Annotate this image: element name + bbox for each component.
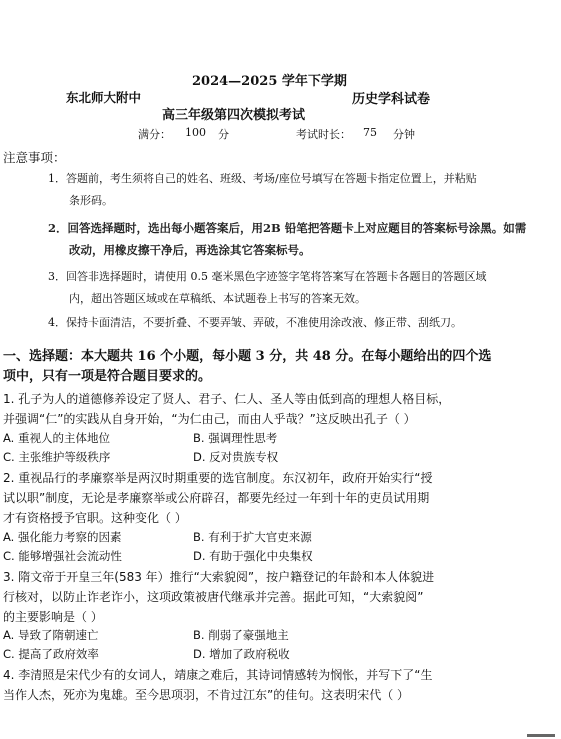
question-2: [3, 468, 432, 528]
school-name: 东北师大附中: [66, 90, 142, 105]
question-2-line-1: 2. 重视品行的孝廉察举是两汉时期重要的选官制度。东汉初年，政府开始实行“授: [3, 471, 433, 485]
note-4-line-1: 4．保持卡面清洁，不要折叠、不要弄皱、弄破，不准使用涂改液、修正带、刮纸刀。: [48, 316, 462, 329]
exam-title: 高三年级第四次模拟考试: [162, 108, 306, 123]
notes-title: 注意事项：: [3, 150, 66, 165]
score-label: 满分：: [138, 128, 171, 141]
question-2-line-2: 试以职”制度，无论是孝廉察举或公府辟召，都要先经过一年到十年的吏员试用期: [3, 491, 430, 505]
subject-title: 历史学科试卷: [352, 92, 431, 107]
section-heading-line-1: 一、选择题：本大题共 16 个小题，每小题 3 分，共 48 分。在每小题给出的四个选: [3, 349, 492, 364]
question-3: [3, 567, 434, 627]
section-heading-line-2: 项中，只有一项是符合题目要求的。: [3, 369, 212, 384]
page-corner-mark: [527, 734, 555, 737]
note-3-line-1: 3．回答非选择题时，请使用 0.5 毫米黑色字迹签字笔将答案写在答题卡各题目的答题区域: [48, 270, 487, 283]
score-unit: 分: [218, 128, 229, 141]
q2-option-c: C. 能够增强社会流动性: [3, 549, 122, 563]
q1-option-c: C. 主张维护等级秩序: [3, 450, 111, 464]
question-4: [3, 665, 432, 705]
question-2-line-3: 才有资格授予官职。这种变化（ ）: [3, 511, 187, 525]
q1-option-a: A. 重视人的主体地位: [3, 431, 110, 445]
q3-option-c: C. 提高了政府效率: [3, 647, 99, 661]
question-4-line-1: 4. 李清照是宋代少有的女词人，靖康之难后，其诗词情感转为悯怅，并写下了“生: [3, 668, 433, 682]
note-2-line-2: 改动，用橡皮擦干净后，再选涂其它答案标号。: [69, 243, 311, 257]
note-3-line-2: 内，超出答题区域或在草稿纸、本试题卷上书写的答案无效。: [69, 292, 366, 305]
q3-option-a: A. 导致了隋朝速亡: [3, 628, 99, 642]
question-3-line-2: 行核对，以防止诈老诈小，这项政策被唐代继承并完善。据此可知，“大索貌阅”: [3, 590, 424, 604]
note-1-line-2: 条形码。: [69, 194, 113, 207]
time-value: 75: [363, 126, 377, 139]
time-unit: 分钟: [393, 128, 415, 141]
note-2-line-1: 2．回答选择题时，选出每小题答案后，用2B 铅笔把答题卡上对应题目的答案标号涂黑。如需: [48, 221, 527, 235]
q3-option-d: D. 增加了政府税收: [193, 647, 290, 661]
question-3-line-1: 3. 隋文帝于开皇三年(583 年）推行“大索貌阅”，按户籍登记的年龄和本人体貌进: [3, 570, 435, 584]
question-4-line-2: 当作人杰，死亦为鬼雄。至今思项羽，不肯过江东”的佳句。这表明宋代（ ）: [3, 688, 410, 702]
question-1: [3, 389, 450, 429]
q3-option-b: B. 削弱了豪强地主: [193, 628, 289, 642]
score-value: 100: [185, 126, 206, 139]
q2-option-a: A. 强化能力考察的因素: [3, 530, 122, 544]
question-1-line-2: 并强调“仁”的实践从自身开始，“为仁由己，而由人乎哉？”这反映出孔子（ ）: [3, 412, 416, 426]
q2-option-b: B. 有利于扩大官吏来源: [193, 530, 312, 544]
section-heading: [3, 347, 491, 387]
time-label: 考试时长：: [296, 128, 351, 141]
q1-option-d: D. 反对贵族专权: [193, 450, 279, 464]
q2-option-d: D. 有助于强化中央集权: [193, 549, 313, 563]
q1-option-b: B. 强调理性思考: [193, 431, 278, 445]
note-1-line-1: 1．答题前，考生须将自己的姓名、班级、考场/座位号填写在答题卡指定位置上，并粘贴: [48, 172, 477, 185]
question-3-line-3: 的主要影响是（ ）: [3, 610, 103, 624]
question-1-line-1: 1. 孔子为人的道德修养设定了贤人、君子、仁人、圣人等由低到高的理想人格目标，: [3, 392, 451, 406]
exam-years: 2024—2025 学年下学期: [192, 74, 347, 89]
